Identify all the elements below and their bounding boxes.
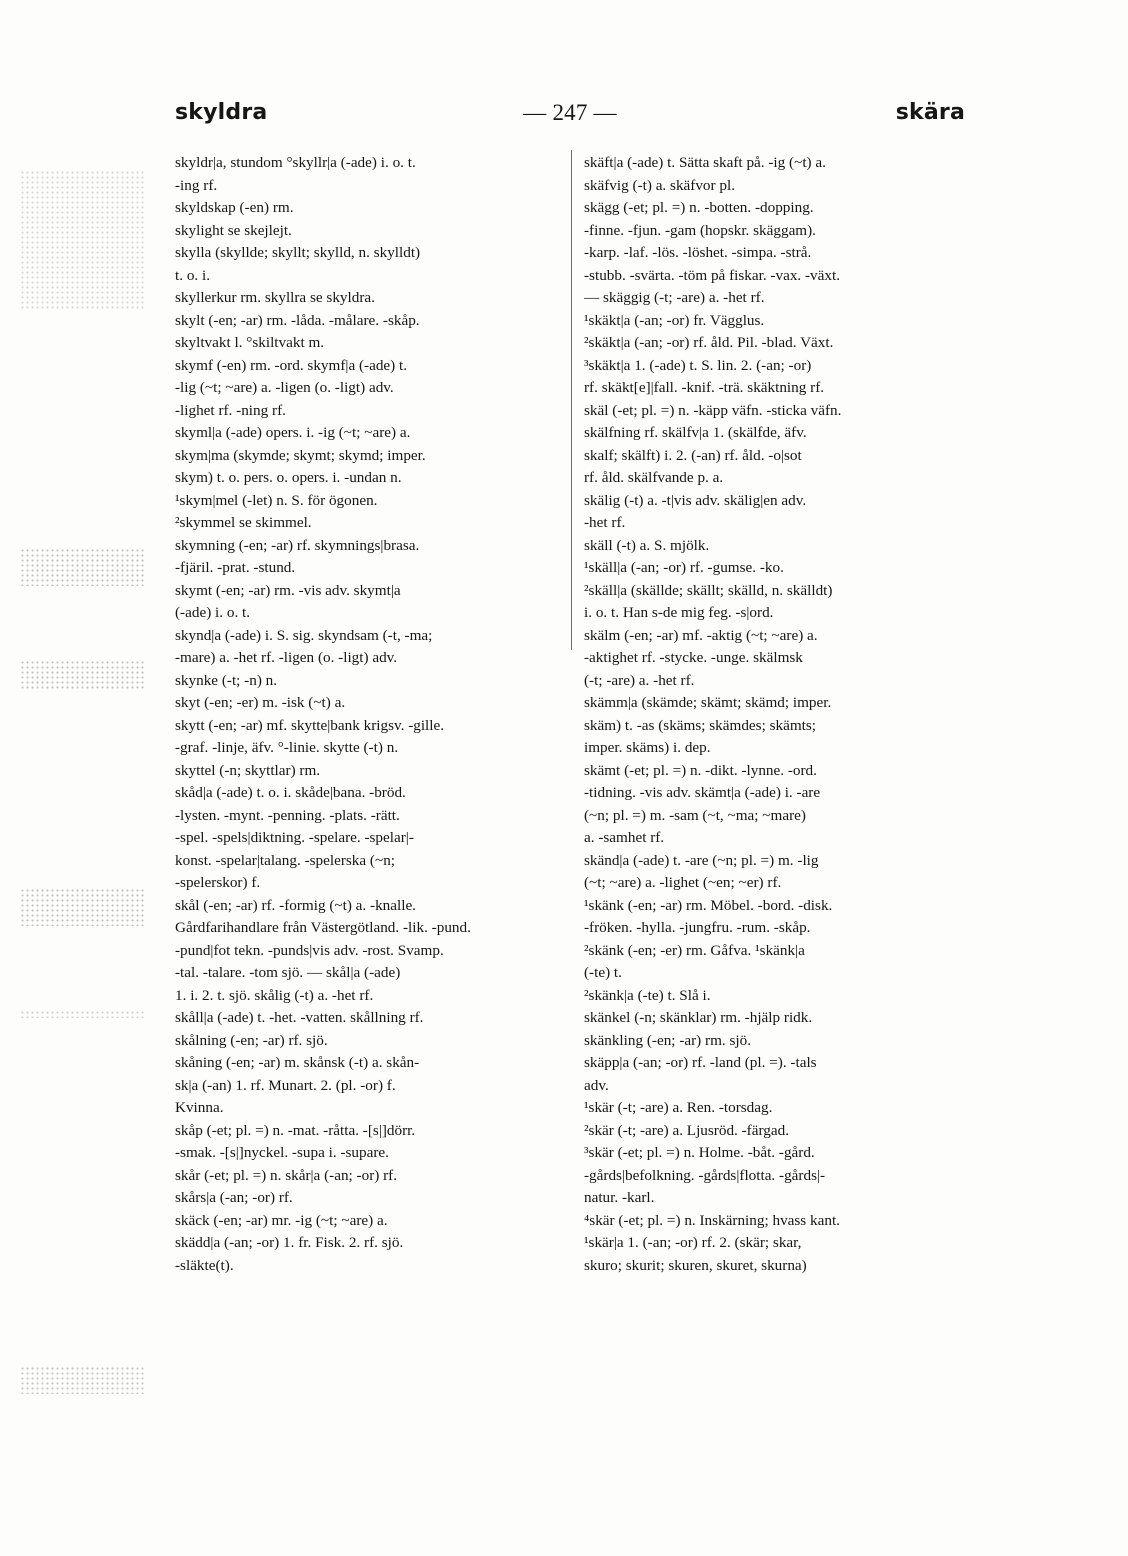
scan-artifact: [20, 660, 145, 690]
dictionary-line: skyldskap (-en) rm.: [175, 199, 294, 216]
dictionary-line: -karp. -laf. -lös. -löshet. -simpa. -strå.: [584, 244, 812, 261]
dictionary-line: -het rf.: [584, 514, 626, 531]
dictionary-line: -spel. -spels|diktning. -spelare. -spelar|-: [175, 829, 414, 846]
dictionary-line: ¹skär|a 1. (-an; -or) rf. 2. (skär; skar,: [584, 1234, 802, 1251]
dictionary-line: skälfning rf. skälfv|a 1. (skälfde, äfv.: [584, 424, 807, 441]
dictionary-line: skynd|a (-ade) i. S. sig. skyndsam (-t, -ma;: [175, 626, 433, 644]
dictionary-line: -aktighet rf. -stycke. -unge. skälmsk: [584, 649, 803, 666]
scan-artifact: [20, 170, 145, 310]
dictionary-line: rf. åld. skälfvande p. a.: [584, 469, 724, 486]
dictionary-line: -släkte(t).: [175, 1256, 234, 1274]
dictionary-line: skymt (-en; -ar) rm. -vis adv. skymt|a: [175, 581, 401, 599]
dictionary-line: skåd|a (-ade) t. o. i. skåde|bana. -bröd.: [175, 784, 406, 801]
dictionary-line: skåp (-et; pl. =) n. -mat. -råtta. -[s|]dörr.: [175, 1121, 416, 1139]
dictionary-line: -spelerskor) f.: [175, 874, 261, 891]
dictionary-line: skämm|a (skämde; skämt; skämd; imper.: [584, 694, 832, 711]
dictionary-line: skytt (-en; -ar) mf. skytte|bank krigsv. -gille.: [175, 716, 445, 734]
dictionary-line: skårs|a (-an; -or) rf.: [175, 1189, 293, 1206]
dictionary-line: ¹skäkt|a (-an; -or) fr. Vägglus.: [584, 311, 765, 329]
dictionary-line: skäft|a (-ade) t. Sätta skaft på. -ig (~t) a.: [584, 154, 826, 171]
dictionary-line: skälm (-en; -ar) mf. -aktig (~t; ~are) a.: [584, 626, 818, 644]
dictionary-line: skäck (-en; -ar) mr. -ig (~t; ~are) a.: [175, 1211, 388, 1229]
dictionary-line: skymf (-en) rm. -ord. skymf|a (-ade) t.: [175, 356, 408, 374]
dictionary-line: skyllerkur rm. skyllra se skyldra.: [175, 289, 375, 306]
dictionary-line: ³skäkt|a 1. (-ade) t. S. lin. 2. (-an; -or): [584, 356, 812, 374]
left-column: [175, 152, 560, 1277]
dictionary-line: (-t; -are) a. -het rf.: [584, 671, 695, 689]
dictionary-line: konst. -spelar|talang. -spelerska (~n;: [175, 851, 396, 869]
dictionary-line: skädd|a (-an; -or) 1. fr. Fisk. 2. rf. sjö.: [175, 1234, 404, 1251]
dictionary-line: skäl (-et; pl. =) n. -käpp väfn. -sticka väfn.: [584, 401, 842, 419]
dictionary-line: skåll|a (-ade) t. -het. -vatten. skållning rf.: [175, 1009, 424, 1026]
dictionary-line: (-te) t.: [584, 964, 622, 981]
dictionary-line: ³skär (-et; pl. =) n. Holme. -båt. -gård.: [584, 1144, 815, 1161]
dictionary-line: -tal. -talare. -tom sjö. — skål|a (-ade): [175, 964, 401, 981]
dictionary-line: skyml|a (-ade) opers. i. -ig (~t; ~are) a.: [175, 424, 411, 441]
dictionary-line: -ing rf.: [175, 176, 218, 194]
dictionary-line: skynke (-t; -n) n.: [175, 671, 278, 689]
dictionary-line: (~n; pl. =) m. -sam (~t, ~ma; ~mare): [584, 806, 806, 824]
dictionary-line: ²skänk|a (-te) t. Slå i.: [584, 986, 711, 1004]
scan-artifact: [20, 888, 145, 926]
dictionary-line: -pund|fot tekn. -punds|vis adv. -rost. Svamp.: [175, 941, 444, 959]
dictionary-line: skålning (-en; -ar) rf. sjö.: [175, 1031, 328, 1049]
dictionary-line: skyttel (-n; skyttlar) rm.: [175, 761, 321, 779]
dictionary-line: skägg (-et; pl. =) n. -botten. -dopping.: [584, 199, 814, 216]
running-header: [175, 100, 965, 136]
dictionary-line: skäm) t. -as (skäms; skämdes; skämts;: [584, 716, 817, 734]
dictionary-line: — skäggig (-t; -are) a. -het rf.: [584, 289, 765, 306]
dictionary-line: ¹skäll|a (-an; -or) rf. -gumse. -ko.: [584, 559, 784, 576]
dictionary-line: -lig (~t; ~are) a. -ligen (o. -ligt) adv.: [175, 379, 394, 396]
dictionary-line: skuro; skurit; skuren, skuret, skurna): [584, 1256, 807, 1274]
dictionary-line: -tidning. -vis adv. skämt|a (-ade) i. -are: [584, 784, 821, 801]
dictionary-line: -fröken. -hylla. -jungfru. -rum. -skåp.: [584, 919, 811, 936]
dictionary-line: skäfvig (-t) a. skäfvor pl.: [584, 176, 735, 194]
dictionary-line: -gårds|befolkning. -gårds|flotta. -gårds|-: [584, 1166, 826, 1184]
dictionary-line: skänd|a (-ade) t. -are (~n; pl. =) m. -lig: [584, 851, 819, 869]
dictionary-line: Gårdfarihandlare från Västergötland. -lik. -pund.: [175, 919, 471, 936]
dictionary-line: sk|a (-an) 1. rf. Munart. 2. (pl. -or) f.: [175, 1076, 396, 1094]
dictionary-line: (~t; ~are) a. -lighet (~en; ~er) rf.: [584, 874, 782, 891]
dictionary-line: rf. skäkt[e]|fall. -knif. -trä. skäktning rf.: [584, 379, 825, 396]
dictionary-line: skyt (-en; -er) m. -isk (~t) a.: [175, 694, 346, 711]
dictionary-line: skylla (skyllde; skyllt; skylld, n. skylldt): [175, 244, 421, 261]
dictionary-line: -lysten. -mynt. -penning. -plats. -rätt.: [175, 806, 400, 824]
dictionary-line: skym) t. o. pers. o. opers. i. -undan n.: [175, 469, 402, 486]
scan-artifact: [20, 1010, 145, 1018]
dictionary-line: skym|ma (skymde; skymt; skymd; imper.: [175, 446, 426, 464]
dictionary-line: skäpp|a (-an; -or) rf. -land (pl. =). -tals: [584, 1054, 817, 1071]
dictionary-line: -mare) a. -het rf. -ligen (o. -ligt) adv.: [175, 649, 398, 666]
dictionary-line: 1. i. 2. t. sjö. skålig (-t) a. -het rf.: [175, 986, 374, 1004]
right-column: [584, 152, 969, 1277]
dictionary-line: natur. -karl.: [584, 1189, 655, 1206]
dictionary-line: ¹skym|mel (-let) n. S. för ögonen.: [175, 491, 378, 509]
dictionary-line: ¹skär (-t; -are) a. Ren. -torsdag.: [584, 1099, 773, 1116]
dictionary-line: skäll (-t) a. S. mjölk.: [584, 536, 710, 554]
dictionary-line: -lighet rf. -ning rf.: [175, 401, 286, 419]
dictionary-line: i. o. t. Han s-de mig feg. -s|ord.: [584, 604, 774, 621]
dictionary-line: ²skänk (-en; -er) rm. Gåfva. ¹skänk|a: [584, 941, 805, 959]
dictionary-line: skår (-et; pl. =) n. skår|a (-an; -or) rf.: [175, 1166, 398, 1184]
header-left-word: skyldra: [175, 100, 268, 125]
column-divider: [571, 150, 572, 650]
page-number: — 247 —: [523, 100, 617, 125]
dictionary-line: imper. skäms) i. dep.: [584, 739, 711, 756]
dictionary-line: skänkling (-en; -ar) rm. sjö.: [584, 1031, 752, 1049]
dictionary-line: skänkel (-n; skänklar) rm. -hjälp ridk.: [584, 1009, 813, 1026]
dictionary-line: ²skymmel se skimmel.: [175, 514, 312, 531]
dictionary-line: skämt (-et; pl. =) n. -dikt. -lynne. -ord.: [584, 761, 817, 779]
dictionary-line: ⁴skär (-et; pl. =) n. Inskärning; hvass kant.: [584, 1211, 840, 1229]
dictionary-line: a. -samhet rf.: [584, 829, 665, 846]
dictionary-line: ²skäkt|a (-an; -or) rf. åld. Pil. -blad. Växt.: [584, 334, 834, 351]
dictionary-line: skyldr|a, stundom °skyllr|a (-ade) i. o. t.: [175, 154, 416, 171]
dictionary-line: ¹skänk (-en; -ar) rm. Möbel. -bord. -disk.: [584, 896, 833, 914]
dictionary-line: -smak. -[s|]nyckel. -supa i. -supare.: [175, 1144, 389, 1161]
dictionary-line: Kvinna.: [175, 1099, 224, 1116]
header-right-word: skära: [895, 100, 965, 125]
dictionary-line: adv.: [584, 1076, 609, 1094]
dictionary-line: ²skär (-t; -are) a. Ljusröd. -färgad.: [584, 1121, 789, 1139]
dictionary-line: skåning (-en; -ar) m. skånsk (-t) a. skån-: [175, 1054, 420, 1071]
dictionary-line: skylt (-en; -ar) rm. -låda. -målare. -skåp.: [175, 311, 420, 329]
dictionary-line: skylight se skejlejt.: [175, 221, 292, 239]
dictionary-line: skälig (-t) a. -t|vis adv. skälig|en adv.: [584, 491, 807, 509]
dictionary-line: skalf; skälft) i. 2. (-an) rf. åld. -o|sot: [584, 446, 802, 464]
dictionary-line: -fjäril. -prat. -stund.: [175, 559, 296, 576]
dictionary-line: t. o. i.: [175, 266, 211, 284]
dictionary-line: skål (-en; -ar) rf. -formig (~t) a. -knalle.: [175, 896, 416, 914]
scan-artifact: [20, 548, 145, 586]
dictionary-line: skymning (-en; -ar) rf. skymnings|brasa.: [175, 536, 420, 554]
dictionary-line: -graf. -linje, äfv. °-linie. skytte (-t) n.: [175, 739, 399, 756]
dictionary-line: ²skäll|a (skällde; skällt; skälld, n. skälldt): [584, 581, 833, 599]
dictionary-line: skyltvakt l. °skiltvakt m.: [175, 334, 325, 351]
scan-artifact: [20, 1366, 145, 1394]
dictionary-line: (-ade) i. o. t.: [175, 604, 251, 621]
dictionary-line: -stubb. -svärta. -töm på fiskar. -vax. -växt.: [584, 266, 841, 284]
dictionary-line: -finne. -fjun. -gam (hopskr. skäggam).: [584, 221, 816, 239]
